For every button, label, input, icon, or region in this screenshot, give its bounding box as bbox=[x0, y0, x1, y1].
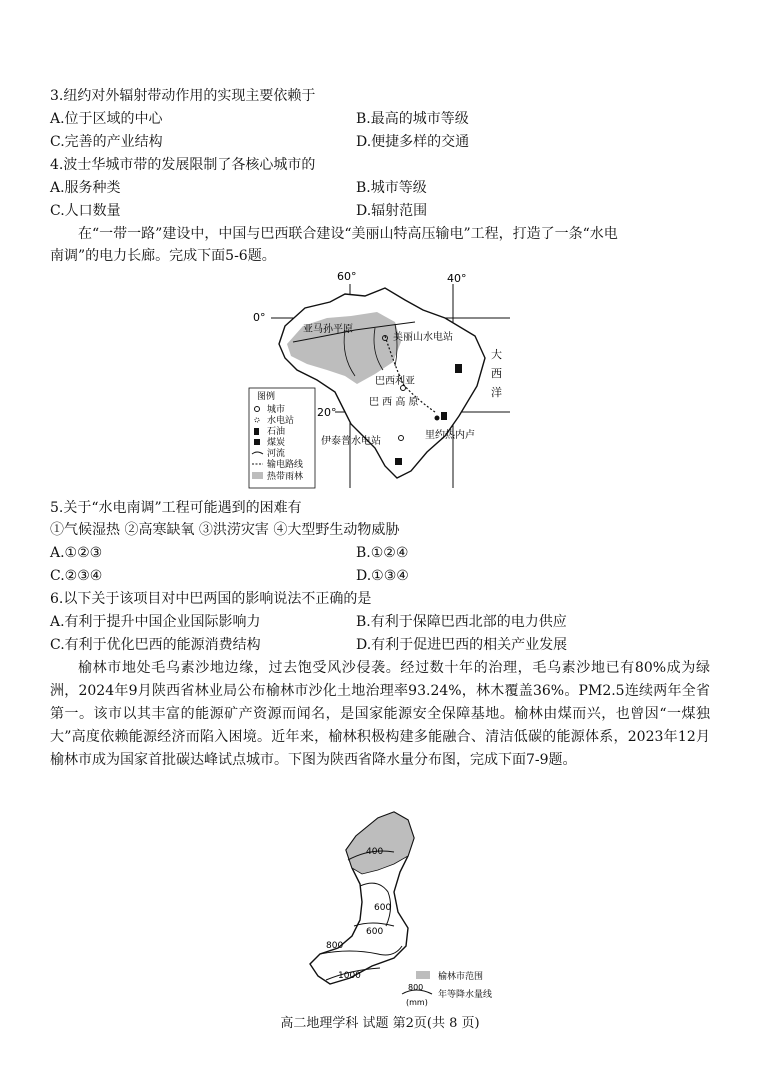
legend-coal: 煤炭 bbox=[267, 438, 286, 448]
plateau-label: 巴 西 高 原 bbox=[369, 397, 419, 408]
isoline-legend-unit: (mm) bbox=[406, 998, 428, 1007]
q6-option-c: C.有利于优化巴西的能源消费结构 bbox=[50, 637, 261, 653]
belo-monte-label: 美丽山水电站 bbox=[393, 332, 453, 343]
q3-option-b: B.最高的城市等级 bbox=[356, 111, 469, 127]
q5-option-a: A.①②③ bbox=[50, 545, 103, 561]
q5-option-c: C.②③④ bbox=[50, 568, 103, 584]
q4-option-a: A.服务种类 bbox=[50, 180, 121, 196]
q6-option-b: B.有利于保障巴西北部的电力供应 bbox=[356, 614, 567, 630]
ocean-label-2: 西 bbox=[491, 367, 502, 380]
brazil-map bbox=[245, 266, 520, 491]
legend-oil: 石油 bbox=[267, 427, 286, 437]
legend-hydro: 水电站 bbox=[267, 416, 295, 426]
legend-city: 城市 bbox=[267, 405, 286, 415]
legend-rainforest: 热带雨林 bbox=[267, 472, 304, 482]
q3-option-c: C.完善的产业结构 bbox=[50, 134, 163, 150]
rainforest-icon bbox=[252, 472, 263, 479]
q3-stem: 3.纽约对外辐射带动作用的实现主要依赖于 bbox=[50, 88, 316, 104]
page-footer: 高二地理学科 试题 第2页(共 8 页) bbox=[280, 1016, 480, 1031]
q6-option-d: D.有利于促进巴西的相关产业发展 bbox=[356, 637, 568, 653]
lon-label-60: 60° bbox=[337, 270, 357, 283]
coal-marker-south bbox=[395, 458, 402, 465]
q3-option-d: D.便捷多样的交通 bbox=[356, 134, 470, 150]
isoline-label-800: 800 bbox=[326, 941, 344, 951]
passage2 bbox=[50, 657, 710, 772]
lat-label-20: 20° bbox=[317, 406, 337, 419]
oil-icon bbox=[254, 428, 259, 435]
isoline-label-600-b: 600 bbox=[366, 927, 384, 937]
q5-option-d: D.①③④ bbox=[356, 568, 409, 584]
passage1-line1: 在“一带一路”建设中，中国与巴西联合建设“美丽山特高压输电”工程，打造了一条“水电 bbox=[78, 226, 618, 242]
q4-option-d: D.辐射范围 bbox=[356, 203, 428, 219]
q4-option-c: C.人口数量 bbox=[50, 203, 121, 219]
q5-option-b: B.①②④ bbox=[356, 545, 409, 561]
oil-marker-ne bbox=[455, 364, 462, 373]
q5-stem: 5.关于“水电南调”工程可能遇到的困难有 bbox=[50, 500, 302, 516]
lon-label-40: 40° bbox=[447, 272, 467, 285]
yulin-legend-swatch bbox=[416, 971, 430, 979]
legend-title: 图例 bbox=[257, 392, 276, 402]
q6-option-a: A.有利于提升中国企业国际影响力 bbox=[50, 614, 261, 630]
isoline-label-600-a: 600 bbox=[374, 903, 392, 913]
ocean-label-1: 大 bbox=[491, 348, 502, 361]
amazon-plain-label: 亚马孙平原 bbox=[303, 324, 353, 335]
q6-stem: 6.以下关于该项目对中巴两国的影响说法不正确的是 bbox=[50, 591, 372, 607]
legend-transmission: 输电路线 bbox=[267, 460, 304, 470]
isoline-legend-label: 年等降水量线 bbox=[438, 990, 493, 1000]
brasilia-label: 巴西利亚 bbox=[375, 376, 415, 387]
q4-stem: 4.波士华城市带的发展限制了各核心城市的 bbox=[50, 157, 316, 173]
oil-marker-rio bbox=[441, 412, 447, 420]
rio-label: 里约热内卢 bbox=[425, 430, 475, 441]
coal-icon bbox=[254, 439, 260, 445]
ocean-label-3: 洋 bbox=[491, 386, 502, 399]
q3-option-a: A.位于区域的中心 bbox=[50, 111, 163, 127]
itaipu-label: 伊泰普水电站 bbox=[321, 436, 381, 447]
isoline-legend-value: 800 bbox=[408, 983, 424, 992]
brazil-legend bbox=[249, 388, 315, 488]
shaanxi-precip-map bbox=[290, 808, 540, 1008]
isoline-label-1000: 1000 bbox=[338, 971, 361, 981]
passage2-text: 榆林市地处毛乌素沙地边缘，过去饱受风沙侵袭。经过数十年的治理，毛乌素沙地已有80%成为绿洲，2024年9月陕西省林业局公布榆林市沙化土地治理率93.24%，林木覆盖36%。PM2.5连续两年全省第一。该市以其丰富的能源矿产资源而闻名，是国家能源安全保障基地。榆林由煤而兴，也曾因“一煤独大”高度依赖能源经济而陷入困境。近年来，榆林积极构建多能融合、清洁低碳的能源体系，2023年12月榆林市成为国家首批碳达峰试点城市。下图为陕西省降水量分布图，完成下面7-9题。 bbox=[50, 660, 710, 768]
rio-marker bbox=[435, 416, 440, 421]
isoline-label-400: 400 bbox=[366, 847, 384, 857]
lat-label-0: 0° bbox=[253, 311, 266, 324]
passage1-line2: 南调”的电力长廊。完成下面5-6题。 bbox=[50, 248, 276, 264]
q4-option-b: B.城市等级 bbox=[356, 180, 427, 196]
q5-statements: ①气候湿热 ②高寒缺氧 ③洪涝灾害 ④大型野生动物威胁 bbox=[50, 522, 400, 538]
yulin-legend-label: 榆林市范围 bbox=[438, 972, 484, 982]
legend-river: 河流 bbox=[267, 449, 286, 459]
